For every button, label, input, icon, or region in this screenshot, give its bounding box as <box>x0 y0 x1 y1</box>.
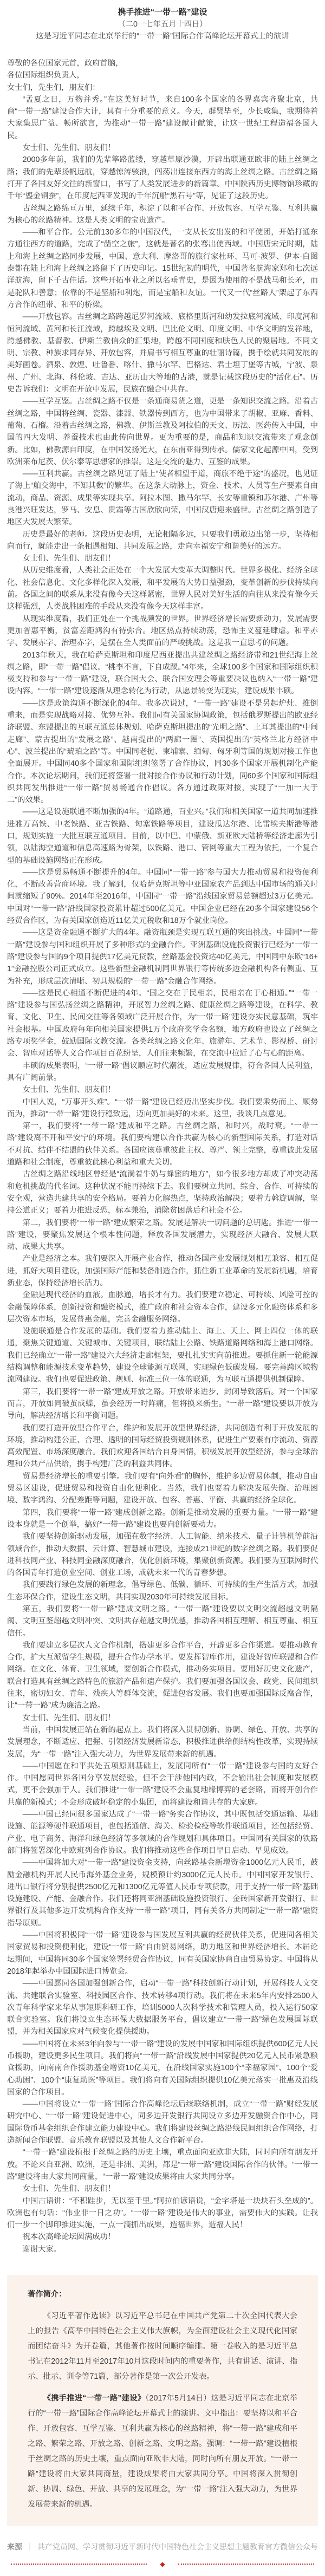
speech-paragraph: 第四，我们要将“一带一路”建成创新之路。创新是推动发展的重要力量。“一带一路”建设本身就是一个创举，搞好“一带一路”建设也要向创新要动力。 <box>7 1508 318 1529</box>
speech-paragraph: 我们要打造开放型合作平台，维护和发展开放型世界经济，共同创造有利于开放发展的环境，推动构建公正、合理、透明的国际经贸投资规则体系，促进生产要素有序流动、资源高效配置、市场深度融合。我们欢迎各国结合自身国情，积极发展开放型经济，参与全球治理和公共产品供给，携手构建广泛的利益共同体。 <box>7 1423 318 1469</box>
source-line <box>7 2541 318 2552</box>
source-label: 来源 <box>7 2542 22 2552</box>
speech-paragraph: 中国人说，“万事开头难”。“一带一路”建设已经迈出坚实步伐。我们要乘势而上、顺势而为，推动“一带一路”建设行稳致远，迈向更加美好的未来。这里，我谈几点意见。 <box>7 1097 318 1118</box>
speech-paragraph: 祝本次高峰论坛圆满成功！ <box>22 2233 116 2242</box>
dotted-line-left <box>11 2564 147 2565</box>
speech-paragraph: ——开放包容。古丝绸之路跨越尼罗河流域、底格里斯河和幼发拉底河流域、印度河和恒河流域、黄河和长江流域，跨越埃及文明、巴比伦文明、印度文明、中华文明的发祥地，跨越佛教、基督教、伊斯兰教信众的汇集地，跨越不同国度和肤色人民的聚居地。不同文明、宗教、种族求同存异、开放包容，并肩书写相互尊重的壮丽诗篇，携手绘就共同发展的美好画卷。酒泉、敦煌、吐鲁番、喀什、撒马尔罕、巴格达、君士坦丁堡等古城，宁波、泉州、广州、北海、科伦坡、吉达、亚历山大等地的古港，就是记载这段历史的“活化石”。历史告诉我们：文明在开放中发展，民族在融合中共存。 <box>7 313 318 394</box>
speech-paragraph: ——这是设施联通不断加强的4年。“道路通，百业兴。”我们和相关国家一道共同加速推进雅万高铁、中老铁路、亚吉铁路、匈塞铁路等项目，建设瓜达尔港、比雷埃夫斯港等港口，规划实施一大批互联互通项目。目前，以中巴、中蒙俄、新亚欧大陆桥等经济走廊为引领，以陆海空通道和信息高速路为骨架，以铁路、港口、管网等重大工程为依托，一个复合型的基础设施网络正在形成。 <box>7 808 318 865</box>
speech-paragraph: 丰硕的成果表明，“一带一路”倡议顺应时代潮流，适应发展规律，符合各国人民利益，具有广阔前景。 <box>7 1061 318 1082</box>
speech-paragraph: 女士们、先生们、朋友们！ <box>22 1085 116 1095</box>
book-intro-bold-lead: 《携手推进“一带一路”建设》 <box>43 2394 146 2403</box>
speech-paragraph: ——这是贸易畅通不断提升的4年。中国同“一带一路”参与国大力推动贸易和投资便利化，不断改善营商环境。我了解到，仅哈萨克斯坦等中亚国家农产品到达中国市场的通关时间就缩短了90%。2014年至2016年，中国同“一带一路”沿线国家贸易总额超过3万亿美元。中国对“一带一路”沿线国家投资累计超过500亿美元。中国企业已经在20多个国家建设56个经贸合作区，为有关国家创造近11亿美元税收和18万个就业岗位。 <box>7 868 318 926</box>
speech-paragraph: “孟夏之日，万物并秀。”在这美好时节，来自100多个国家的各界嘉宾齐聚北京，共商“一带一路”建设合作大计，具有十分重要的意义。今天，群贤毕至，少长咸集，我期待着大家集思广益、畅所欲言，为推动“一带一路”建设献计献策，让这一世纪工程造福各国人民。 <box>7 95 318 140</box>
book-intro-box <box>7 2275 318 2526</box>
speech-paragraph: 我们要践行绿色发展的新理念，倡导绿色、低碳、循环、可持续的生产生活方式，加强生态环保合作，建设生态文明，共同实现2030年可持续发展目标。 <box>7 1580 318 1602</box>
speech-paragraph: ——中国将积极同“一带一路”建设参与国发展互利共赢的经贸伙伴关系，促进同各相关国家贸易和投资便利化，建设“一带一路”自由贸易网络，助力地区和世界经济增长。本届论坛期间，中国将同30多个国家签署经贸合作协议，同有关国家协商自由贸易协定。中国将从2018年起举办中国国际进口博览会。 <box>7 1931 318 1976</box>
diamond-icon: ◆ <box>160 2560 165 2568</box>
speech-date: （二0一七年五月十四日） <box>118 20 207 29</box>
speech-paragraph: 第一，我们要将“一带一路”建成和平之路。古丝绸之路，和时兴，战时衰。“一带一路”建设离不开和平安宁的环境。我们要构建以合作共赢为核心的新型国际关系，打造对话不对抗、结伴不结盟的伙伴关系。各国应该尊重彼此主权、尊严、领土完整，尊重彼此发展道路和社会制度，尊重彼此核心利益和重大关切。 <box>7 1122 318 1167</box>
speech-paragraph: 第三，我们要将“一带一路”建成开放之路。开放带来进步，封闭导致落后。对一个国家而言，开放如同破茧成蝶，虽会经历一时阵痛，但将换来新生。“一带一路”建设要以开放为导向，解决经济增长和平衡问题。 <box>7 1387 318 1421</box>
speech-paragraph: 当前，中国发展正站在新的起点上。我们将深入贯彻创新、协调、绿色、开放、共享的发展理念，不断适应、把握、引领经济发展新常态，积极推进供给侧结构性改革，实现持续发展，为“一带一路”注入强大动力，为世界发展带来新的机遇。 <box>7 1725 318 1759</box>
source-separator: ｜ <box>26 2542 34 2552</box>
speech-paragraph: 尊敬的各位国家元首，政府首脑， <box>7 59 123 68</box>
speech-paragraph: 我们要坚持创新驱动发展，加强在数字经济、人工智能、纳米技术、量子计算机等前沿领域合作，推动大数据、云计算、智慧城市建设，连接成21世纪的数字丝绸之路。我们要促进科技同产业、科技同金融深度融合，优化创新环境，集聚创新资源。我们要为互联网时代的各国青年打造创业空间、创业工场，成就未来一代的青春梦想。 <box>7 1532 318 1578</box>
page-title: 携手推进“一带一路”建设 <box>118 8 207 17</box>
speech-paragraph: ——中国愿同各国加强创新合作，启动“一带一路”科技创新行动计划，开展科技人文交流、共建联合实验室、科技园区合作、技术转移4项行动。我们将在未来5年内安排2500人次青年科学家来华从事短期科研工作，培训5000人次科学技术和管理人员，投入运行50家联合实验室。我们将设立生态环保大数据服务平台，倡议建立“一带一路”绿色发展国际联盟，并为相关国家应对气候变化提供援助。 <box>7 1979 318 2037</box>
speech-paragraph: 各位国际组织负责人， <box>7 71 84 80</box>
speech-paragraph: 2013年秋天，我在哈萨克斯坦和印度尼西亚提出共建丝绸之路经济带和21世纪海上丝绸之路，即“一带一路”倡议。“桃李不言，下自成蹊。”4年来，全球100多个国家和国际组织积极支持和参与“一带一路”建设，联合国大会、联合国安理会等重要决议也纳入“一带一路”建设内容。“一带一路”建设逐渐从理念转化为行动，从愿景转变为现实，建设成果丰硕。 <box>7 650 318 696</box>
speech-paragraph: ——中国愿在和平共处五项原则基础上，发展同所有“一带一路”建设参与国的友好合作。中国愿同世界各国分享发展经验，但不会干涉他国内政，不会输出社会制度和发展模式，更不会强加于人。我们推进“一带一路”建设不会重复地缘博弈的老套路，而将开创合作共赢的新模式；不会形成破坏稳定的小集团，而将建设和谐共存的大家庭。 <box>7 1761 318 1807</box>
book-intro-paragraph: 《习近平著作选读》以习近平总书记在中国共产党第二十次全国代表大会上的报告《高举中国特色社会主义伟大旗帜，为全面建设社会主义现代化国家而团结奋斗》为开卷篇，其他著作按时间顺序编排。第一卷收入的是习近平总书记在2012年11月至2017年10月这段时间内的重要著作，共有讲话、演讲、指示、批示、训令等71篇，部分著作是第一次公开发表。 <box>28 2312 297 2382</box>
book-intro-heading: 著作简介： <box>28 2290 67 2299</box>
speech-paragraph: ——这是民心相通不断促进的4年。“国之交在于民相亲，民相亲在于心相通。”“一带一路”建设参与国弘扬丝绸之路精神，开展智力丝绸之路、健康丝绸之路等建设，在科学、教育、文化、卫生、民间交往等各领域广泛开展合作，为“一带一路”建设夯实民意基础，筑牢社会根基。中国政府每年向相关国家提供1万个政府奖学金名额，地方政府也设立了丝绸之路专项奖学金，鼓励国际文教交流。各类丝绸之路文化年、旅游年、艺术节、影视桥、研讨会、智库对话等人文合作项目百花纷呈，人们往来频繁，在交流中拉近了心与心的距离。 <box>7 988 318 1058</box>
speech-paragraph: 女士们、先生们、朋友们！ <box>22 554 116 563</box>
book-intro-paragraphs <box>28 2308 297 2512</box>
speech-paragraph: ——这是资金融通不断扩大的4年。融资瓶颈是实现互联互通的突出挑战。中国同“一带一路”建设参与国和组织开展了多种形式的金融合作。亚洲基础设施投资银行已经为“一带一路”建设参与国的9个项目提供17亿美元贷款，丝路基金投资达40亿美元，中国同中东欧“16+1”金融控股公司正式成立。这些新型金融机制同世界银行等传统多边金融机构各有侧重、互为补充，形成层次清晰、初具规模的“一带一路”金融合作网络。 <box>7 928 318 986</box>
speech-paragraph: 女士们、先生们、朋友们！ <box>22 1713 116 1722</box>
book-intro-paragraph: 《携手推进“一带一路”建设》（2017年5月14日）这是习近平同志在北京举行的“一带一路”国际合作高峰论坛开幕式上的演讲。文中指出：要坚持以和平合作、开放包容、互学互鉴、互利共赢为核心的丝路精神，将“一带一路”建成和平之路、繁荣之路、开放之路、创新之路、文明之路。强调：“一带一路”建设植根于丝绸之路的历史土壤，重点面向亚欧非大陆，同时向所有朋友开放。“一带一路”建设将由大家共同商量，建设成果将由大家共同分享。中国将深入贯彻创新、协调、绿色、开放、共享的发展理念，为“一带一路”注入强大动力，为世界发展带来新的机遇。 <box>28 2394 297 2509</box>
footer-divider <box>7 2561 318 2567</box>
speech-paragraph: 古丝绸之路沿线地区曾经是“流淌着牛奶与蜂蜜的地方”，如今很多地方却成了冲突动荡和危机挑战的代名词。这种状况不能再持续下去。我们要树立共同、综合、合作、可持续的安全观，营造共建共享的安全格局。要着力化解热点，坚持政治解决；要着力斡旋调解，坚持公道正义；要着力推进反恐，标本兼治，消除贫困落后和社会不公。 <box>7 1170 318 1215</box>
speech-paragraph: 从现实维度看，我们正处在一个挑战频发的世界。世界经济增长需要新动力，发展需要更加普惠平衡，贫富差距鸿沟有待弥合。地区热点持续动荡，恐怖主义蔓延肆虐。和平赤字、发展赤字、治理赤字，是摆在全人类面前的严峻挑战。这是我一直思考的问题。 <box>7 614 318 648</box>
speech-paragraph: ——互利共赢。古丝绸之路见证了陆上“使者相望于道，商旅不绝于途”的盛况，也见证了海上“舶交海中，不知其数”的繁华。在这条大动脉上，资金、技术、人员等生产要素自由流动，商品、资源、成果等实现共享。阿拉木图、撒马尔罕、长安等重镇和苏尔港、广州等良港兴旺发达，罗马、安息、贵霜等古国欣欣向荣，中国汉唐迎来盛世。古丝绸之路创造了地区大发展大繁荣。 <box>7 470 318 527</box>
dotted-line-right <box>178 2564 314 2565</box>
speech-paragraph: 设施联通是合作发展的基础。我们要着力推动陆上、海上、天上、网上四位一体的联通，聚焦关键通道、关键城市、关键项目，联结陆上公路、铁路道路网络和海上港口网络。我们已经确立“一带一路”建设六大经济走廊框架，要扎扎实实向前推进。要抓住新一轮能源结构调整和能源技术变革趋势，建设全球能源互联网，实现绿色低碳发展。要完善跨区域物流网建设。我们也要促进政策、规则、标准三位一体的联通，为互联互通提供机制保障。 <box>7 1327 318 1384</box>
speech-paragraph: 中国古语讲：“不积跬步，无以至千里。”阿拉伯谚语说，“金字塔是一块块石头垒成的”。欧洲也有句话：“伟业非一日之功”。“一带一路”建设是伟大的事业，需要伟大的实践。让我们一步一个脚印推进实施，一点一滴抓出成果，造福世界，造福人民！ <box>7 2196 318 2230</box>
speech-paragraph: 古丝绸之路绵亘万里，延续千年，积淀了以和平合作、开放包容、互学互鉴、互利共赢为核心的丝路精神。这是人类文明的宝贵遗产。 <box>7 204 318 225</box>
speech-paragraph: 第二，我们要将“一带一路”建成繁荣之路。发展是解决一切问题的总钥匙。推进“一带一路”建设，要聚焦发展这个根本性问题，释放各国发展潜力，实现经济大融合、发展大联动、成果大共享。 <box>7 1218 318 1252</box>
speech-paragraph: “一带一路”建设植根于丝绸之路的历史土壤，重点面向亚欧非大陆，同时向所有朋友开放。不论来自亚洲、欧洲，还是非洲、美洲，都是“一带一路”建设国际合作的伙伴。“一带一路”建设将由大家共同商量，“一带一路”建设成果将由大家共同分享。 <box>7 2148 318 2181</box>
speech-paragraph: ——互学互鉴。古丝绸之路不仅是一条通商易货之道，更是一条知识交流之路。沿着古丝绸之路，中国将丝绸、瓷器、漆器、铁器传到西方，也为中国带来了胡椒、亚麻、香料、葡萄、石榴。沿着古丝绸之路，佛教、伊斯兰教及阿拉伯的天文、历法、医药传入中国，中国的四大发明、养蚕技术也由此传向世界。更为重要的是，商品和知识交流带来了观念创新。比如，佛教源自印度，在中国发扬光大，在东南亚得到传承。儒家文化起源中国，受到欧洲莱布尼茨、伏尔泰等思想家的推崇。这是交流的魅力、互鉴的成果。 <box>7 397 318 466</box>
speech-paragraph: 金融是现代经济的血液。血脉通，增长才有力。我们要建立稳定、可持续、风险可控的金融保障体系，创新投资和融资模式，推广政府和社会资本合作，建设多元化融资体系和多层次资本市场，发展普惠金融，完善金融服务网络。 <box>7 1291 318 1324</box>
speech-paragraph: ——中国将加大对“一带一路”建设资金支持，向丝路基金新增资金1000亿元人民币，鼓励金融机构开展人民币海外基金业务，规模预计约3000亿元人民币。中国国家开发银行、进出口银行将分别提供2500亿元和1300亿元等值人民币专项贷款，用于支持“一带一路”基础设施建设、产能、金融合作。我们还将同亚洲基础设施投资银行、金砖国家新开发银行、世界银行及其他多边开发机构合作支持“一带一路”项目，同有关各方共同制定“一带一路”融资指导原则。 <box>7 1858 318 1928</box>
speech-body <box>7 57 318 2255</box>
speech-paragraph: ——中国将设立“一带一路”国际合作高峰论坛后续联络机制，成立“一带一路”财经发展研究中心、“一带一路”建设促进中心，同多边开发银行共同设立多边开发融资合作中心，同国际货币基金组织合作建立能力建设中心。我们将建设丝绸之路沿线民间组织合作网络，打造新闻合作联盟、音乐教育联盟以及其他人文合作新平台。 <box>7 2100 318 2145</box>
article-header <box>7 6 318 42</box>
source-text: 共产党员网、学习贯彻习近平新时代中国特色社会主义思想主题教育官方微信公众号 <box>37 2542 318 2552</box>
speech-subtitle: 这是习近平同志在北京举行的“一带一路”国际合作高峰论坛开幕式上的演讲 <box>36 32 289 41</box>
speech-paragraph: 女士们、先生们、朋友们！ <box>22 144 116 153</box>
speech-paragraph: 2000多年前，我们的先辈筚路蓝缕，穿越草原沙漠，开辟出联通亚欧非的陆上丝绸之路；我们的先辈扬帆远航，穿越惊涛骇浪，闯荡出连接东西方的海上丝绸之路。古丝绸之路打开了各国友好交往的新窗口，书写了人类发展进步的新篇章。中国陕西历史博物馆珍藏的千年“鎏金铜蚕”，在印度尼西亚发现的千年沉船“黑石号”等，见证了这段历史。 <box>7 155 318 201</box>
speech-paragraph: 从历史维度看，人类社会正处在一个大发展大变革大调整时代。世界多极化、经济全球化、社会信息化、文化多样化深入发展，和平发展的大势日益强劲，变革创新的步伐持续向前。各国之间的联系从来没有像今天这样紧密，世界人民对美好生活的向往从来没有像今天这样强烈，人类战胜困难的手段从来没有像今天这样丰富。 <box>7 566 318 612</box>
speech-paragraph: ——中国已经同很多国家达成了“一带一路”务实合作协议，其中既包括交通运输、基础设施、能源等硬件联通项目，也包括通信、海关、检验检疫等软件联通项目，还包括经贸、产业、电子商务、海洋和绿色经济等多领域的合作规划和具体项目。中国同有关国家的铁路部门将签署深化中欧班列合作协议。我们将推动这些合作项目早日启动、早见成效。 <box>7 1810 318 1855</box>
speech-paragraph: ——和平合作。公元前130多年的中国汉代，一支从长安出发的和平使团，开始打通东方通往西方的道路，完成了“凿空之旅”，这就是著名的张骞出使西域。中国唐宋元时期，陆上和海上丝绸之路同步发展，中国、意大利、摩洛哥的旅行家杜环、马可·波罗、伊本·白图泰都在陆上和海上丝绸之路留下了历史印记。15世纪初的明代，中国著名航海家郑和七次远洋航海，留下千古佳话。这些开拓事业之所以名垂青史，是因为使用的不是战马和长矛，而是驼队和善意；依靠的不是坚船和利炮，而是宝船和友谊。一代又一代“丝路人”架起了东西方合作的纽带、和平的桥梁。 <box>7 228 318 309</box>
speech-paragraph: 女士们，先生们，朋友们： <box>7 83 100 92</box>
speech-paragraph: 历史是最好的老师。这段历史表明，无论相隔多远，只要我们勇敢迈出第一步，坚持相向而行，就能走出一条相遇相知、共同发展之路，走向幸福安宁和谐美好的远方。 <box>7 530 318 551</box>
speech-paragraph: 第五，我们要将“一带一路”建成文明之路。“一带一路”建设要以文明交流超越文明隔阂、文明互鉴超越文明冲突、文明共存超越文明优越，推动各国相互理解、相互尊重、相互信任。 <box>7 1605 318 1638</box>
speech-paragraph: 女士们、先生们、朋友们！ <box>22 2184 116 2194</box>
speech-paragraph: 我们要建立多层次人文合作机制，搭建更多合作平台，开辟更多合作渠道。要推动教育合作，扩大互派留学生规模，提升合作办学水平。要发挥智库作用，建设好智库联盟和合作网络。在文化、体育、卫生领域，要创新合作模式，推动务实项目。要用好历史文化遗产，联合打造具有丝绸之路特色的旅游产品和遗产保护。我们要加强各国议会、政党、民间组织往来，密切妇女、青年、残疾人等群体交流，促进包容发展。我们也要加强国际反腐合作，让“一带一路”成为廉洁之路。 <box>7 1641 318 1710</box>
speech-paragraph: ——中国将在未来3年向参与“一带一路”建设的发展中国家和国际组织提供600亿元人民币援助，建设更多民生项目。我们将向“一带一路”沿线发展中国家提供20亿元人民币紧急粮食援助，向南南合作援助基金增资10亿美元，在沿线国家实施100个“幸福家园”、100个“爱心助困”、100个“康复助医”等项目。我们将向有关国际组织提供10亿美元落实一批惠及沿线国家的合作项目。 <box>7 2039 318 2097</box>
speech-paragraph: 贸易是经济增长的重要引擎。我们要有“向外看”的胸怀，维护多边贸易体制，推动自由贸易区建设，促进贸易和投资自由化便利化。当然，我们也要着力解决发展失衡、治理困境、数字鸿沟、分配差距等问题，建设开放、包容、普惠、平衡、共赢的经济全球化。 <box>7 1472 318 1505</box>
speech-paragraph: 谢谢大家。 <box>22 2245 62 2254</box>
speech-paragraph: ——这是政策沟通不断深化的4年。我多次说过，“一带一路”建设不是另起炉灶、推倒重来，而是实现战略对接、优势互补。我们同有关国家协调政策，包括俄罗斯提出的欧亚经济联盟、东盟提出的互联互通总体规划、哈萨克斯坦提出的“光明之路”、土耳其提出的“中间走廊”、蒙古提出的“发展之路”、越南提出的“两廊一圈”、英国提出的“英格兰北方经济中心”、波兰提出的“琥珀之路”等。中国同老挝、柬埔寨、缅甸、匈牙利等国的规划对接工作也全面展开。中国同40多个国家和国际组织签署了合作协议，同30多个国家开展机制化产能合作。本次论坛期间，我们还将签署一批对接合作协议和行动计划，同60多个国家和国际组织共同发出推进“一带一路”贸易畅通合作倡议。各方通过政策对接，实现了“一加一大于二”的效果。 <box>7 699 318 805</box>
speech-paragraph: 产业是经济之本。我们要深入开展产业合作，推动各国产业发展规划相互兼容、相互促进，抓好大项目建设，加强国际产能和装备制造合作，抓住新工业革命的发展新机遇，培育新业态，保持经济增长活力。 <box>7 1254 318 1287</box>
